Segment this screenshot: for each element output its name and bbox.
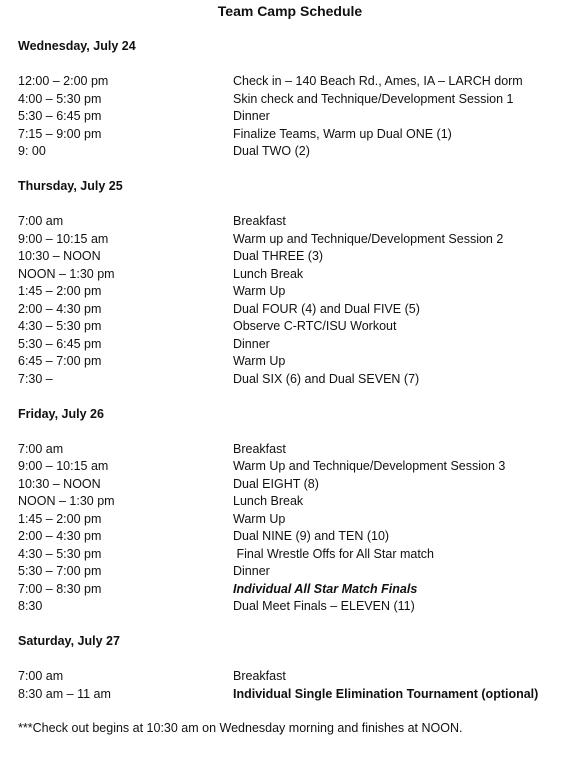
schedule-row bbox=[18, 338, 562, 353]
row-event: Dual THREE (3) bbox=[233, 249, 324, 263]
schedule-row bbox=[18, 600, 562, 615]
schedule-row bbox=[18, 110, 562, 125]
row-event: Dual FOUR (4) and Dual FIVE (5) bbox=[233, 302, 420, 316]
day-heading-saturday: Saturday, July 27 bbox=[18, 634, 120, 648]
row-time: 4:30 – 5:30 pm bbox=[18, 547, 102, 561]
row-time: 7:15 – 9:00 pm bbox=[18, 127, 102, 141]
row-time: 2:00 – 4:30 pm bbox=[18, 529, 102, 543]
checkout-footnote: ***Check out begins at 10:30 am on Wednesday morning and finishes at NOON. bbox=[18, 721, 463, 735]
row-event: Finalize Teams, Warm up Dual ONE (1) bbox=[233, 127, 452, 141]
schedule-row bbox=[18, 548, 562, 563]
schedule-row bbox=[18, 250, 562, 265]
day-heading-friday: Friday, July 26 bbox=[18, 407, 104, 421]
row-event: Dual TWO (2) bbox=[233, 144, 310, 158]
schedule-row bbox=[18, 460, 562, 475]
schedule-row bbox=[18, 513, 562, 528]
document-title: Team Camp Schedule bbox=[217, 3, 363, 19]
schedule-row bbox=[18, 565, 562, 580]
row-time: 8:30 bbox=[18, 599, 43, 613]
schedule-row bbox=[18, 215, 562, 230]
row-time: 8:30 am – 11 am bbox=[18, 687, 111, 701]
row-event: Observe C-RTC/ISU Workout bbox=[233, 319, 397, 333]
row-event: Dual SIX (6) and Dual SEVEN (7) bbox=[233, 372, 420, 386]
row-time: NOON – 1:30 pm bbox=[18, 494, 115, 508]
row-event: Dinner bbox=[233, 109, 270, 123]
row-time: 4:00 – 5:30 pm bbox=[18, 92, 102, 106]
row-time: 9: 00 bbox=[18, 144, 46, 158]
schedule-row bbox=[18, 268, 562, 283]
schedule-row bbox=[18, 145, 562, 160]
row-time: 1:45 – 2:00 pm bbox=[18, 512, 102, 526]
row-event: Breakfast bbox=[233, 669, 286, 683]
row-time: 5:30 – 6:45 pm bbox=[18, 337, 102, 351]
schedule-row bbox=[18, 355, 562, 370]
schedule-row bbox=[18, 128, 562, 143]
row-event: Dual NINE (9) and TEN (10) bbox=[233, 529, 390, 543]
schedule-row bbox=[18, 530, 562, 545]
row-event: Breakfast bbox=[233, 442, 286, 456]
schedule-row bbox=[18, 688, 562, 703]
schedule-row bbox=[18, 670, 562, 685]
row-time: 5:30 – 7:00 pm bbox=[18, 564, 102, 578]
row-time: 9:00 – 10:15 am bbox=[18, 459, 109, 473]
row-event: Warm Up bbox=[233, 284, 286, 298]
schedule-row bbox=[18, 285, 562, 300]
day-heading-wednesday: Wednesday, July 24 bbox=[18, 39, 136, 53]
schedule-row bbox=[18, 373, 562, 388]
row-time: 7:00 – 8:30 pm bbox=[18, 582, 102, 596]
schedule-row bbox=[18, 75, 562, 90]
row-event: Dual Meet Finals – ELEVEN (11) bbox=[233, 599, 415, 613]
row-time: 6:45 – 7:00 pm bbox=[18, 354, 102, 368]
row-time: 2:00 – 4:30 pm bbox=[18, 302, 102, 316]
schedule-row bbox=[18, 495, 562, 510]
schedule-row bbox=[18, 233, 562, 248]
row-event: Lunch Break bbox=[233, 494, 304, 508]
row-time: 7:00 am bbox=[18, 669, 64, 683]
schedule-row bbox=[18, 303, 562, 318]
schedule-row bbox=[18, 443, 562, 458]
row-event: Warm Up and Technique/Development Session 3 bbox=[233, 459, 506, 473]
row-event: Check in – 140 Beach Rd., Ames, IA – LARCH dorm bbox=[233, 74, 523, 88]
schedule-row bbox=[18, 93, 562, 108]
row-event: Warm up and Technique/Development Session 2 bbox=[233, 232, 504, 246]
row-event: Lunch Break bbox=[233, 267, 304, 281]
row-time: 12:00 – 2:00 pm bbox=[18, 74, 109, 88]
row-time: 1:45 – 2:00 pm bbox=[18, 284, 102, 298]
row-time: 7:00 am bbox=[18, 442, 64, 456]
row-time: 10:30 – NOON bbox=[18, 477, 101, 491]
row-event: Dual EIGHT (8) bbox=[233, 477, 319, 491]
row-time: 7:30 – bbox=[18, 372, 53, 386]
row-event: Dinner bbox=[233, 337, 270, 351]
row-event: Breakfast bbox=[233, 214, 286, 228]
row-time: 7:00 am bbox=[18, 214, 64, 228]
row-event: Individual All Star Match Finals bbox=[233, 582, 418, 596]
schedule-row bbox=[18, 583, 562, 598]
day-heading-thursday: Thursday, July 25 bbox=[18, 179, 123, 193]
row-event: Warm Up bbox=[233, 512, 286, 526]
row-time: 9:00 – 10:15 am bbox=[18, 232, 109, 246]
row-time: 10:30 – NOON bbox=[18, 249, 101, 263]
row-event: Individual Single Elimination Tournament (optional) bbox=[233, 687, 539, 701]
schedule-row bbox=[18, 320, 562, 335]
schedule-row bbox=[18, 478, 562, 493]
row-time: 4:30 – 5:30 pm bbox=[18, 319, 102, 333]
row-event: Dinner bbox=[233, 564, 270, 578]
row-event: Warm Up bbox=[233, 354, 286, 368]
row-time: NOON – 1:30 pm bbox=[18, 267, 115, 281]
row-event: Skin check and Technique/Development Session 1 bbox=[233, 92, 514, 106]
row-time: 5:30 – 6:45 pm bbox=[18, 109, 102, 123]
row-event: Final Wrestle Offs for All Star match bbox=[233, 547, 434, 561]
